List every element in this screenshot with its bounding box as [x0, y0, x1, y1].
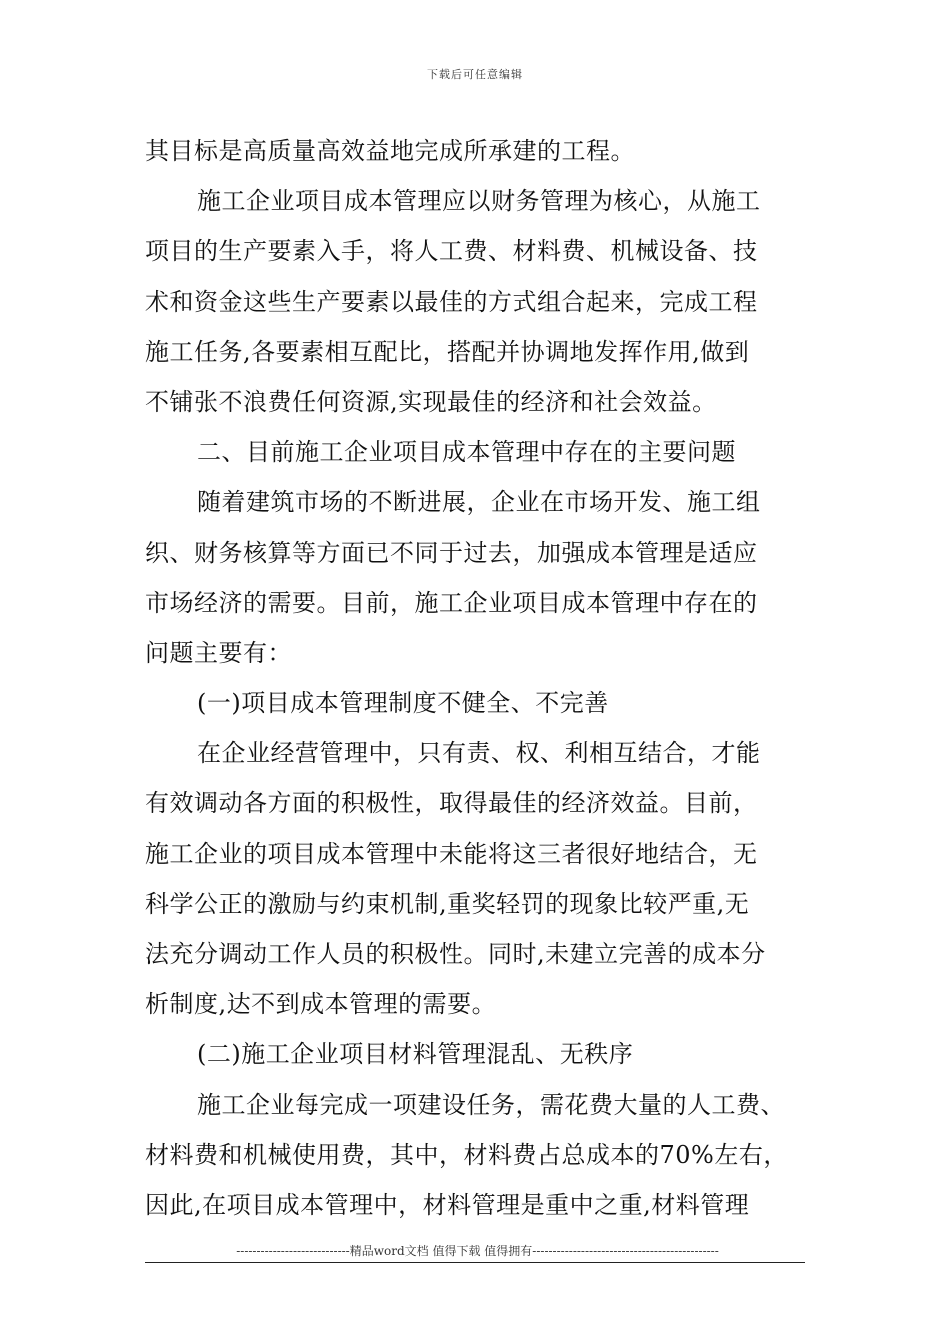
text-line: 随着建筑市场的不断进展，企业在市场开发、施工组 — [197, 488, 761, 517]
text-line: 问题主要有： — [145, 638, 292, 667]
text-line: 其目标是高质量高效益地完成所承建的工程。 — [145, 137, 635, 165]
page-header: 下载后可任意编辑 — [427, 68, 523, 81]
page-footer: ----------------------------精品word文档 值得下载 值得拥有---------------------------------------------- — [236, 1244, 719, 1258]
text-line: 项目的生产要素入手，将人工费、材料费、机械设备、技 — [145, 237, 758, 266]
text-line: 施工任务,各要素相互配比，搭配并协调地发挥作用,做到 — [145, 337, 750, 366]
text-line: 施工企业项目成本管理应以财务管理为核心，从施工 — [197, 187, 761, 216]
text-line: 有效调动各方面的积极性，取得最佳的经济效益。目前， — [145, 789, 758, 818]
text-line: 因此,在项目成本管理中，材料管理是重中之重,材料管理 — [145, 1190, 750, 1219]
text-line: 科学公正的激励与约束机制,重奖轻罚的现象比较严重,无 — [145, 889, 750, 918]
text-line: 析制度,达不到成本管理的需要。 — [145, 990, 497, 1019]
text-line: 术和资金这些生产要素以最佳的方式组合起来，完成工程 — [145, 287, 758, 316]
text-line: 在企业经营管理中，只有责、权、利相互结合，才能 — [197, 739, 761, 768]
subsection-heading: (一)项目成本管理制度不健全、不完善 — [197, 689, 609, 718]
section-heading: 二、目前施工企业项目成本管理中存在的主要问题 — [197, 438, 736, 467]
text-line: 法充分调动工作人员的积极性。同时,未建立完善的成本分 — [145, 940, 766, 968]
text-line: 不铺张不浪费任何资源,实现最佳的经济和社会效益。 — [145, 387, 717, 416]
document-body — [145, 126, 810, 1230]
text-line: 施工企业每完成一项建设任务，需花费大量的人工费、 — [197, 1090, 785, 1119]
subsection-heading: (二)施工企业项目材料管理混乱、无秩序 — [197, 1040, 634, 1069]
text-line: 市场经济的需要。目前，施工企业项目成本管理中存在的 — [145, 588, 758, 617]
text-line: 织、财务核算等方面已不同于过去，加强成本管理是适应 — [145, 538, 758, 567]
text-line: 施工企业的项目成本管理中未能将这三者很好地结合，无 — [145, 839, 758, 868]
footer-divider — [145, 1262, 805, 1263]
text-line: 材料费和机械使用费，其中，材料费占总成本的70%左右， — [145, 1140, 788, 1169]
